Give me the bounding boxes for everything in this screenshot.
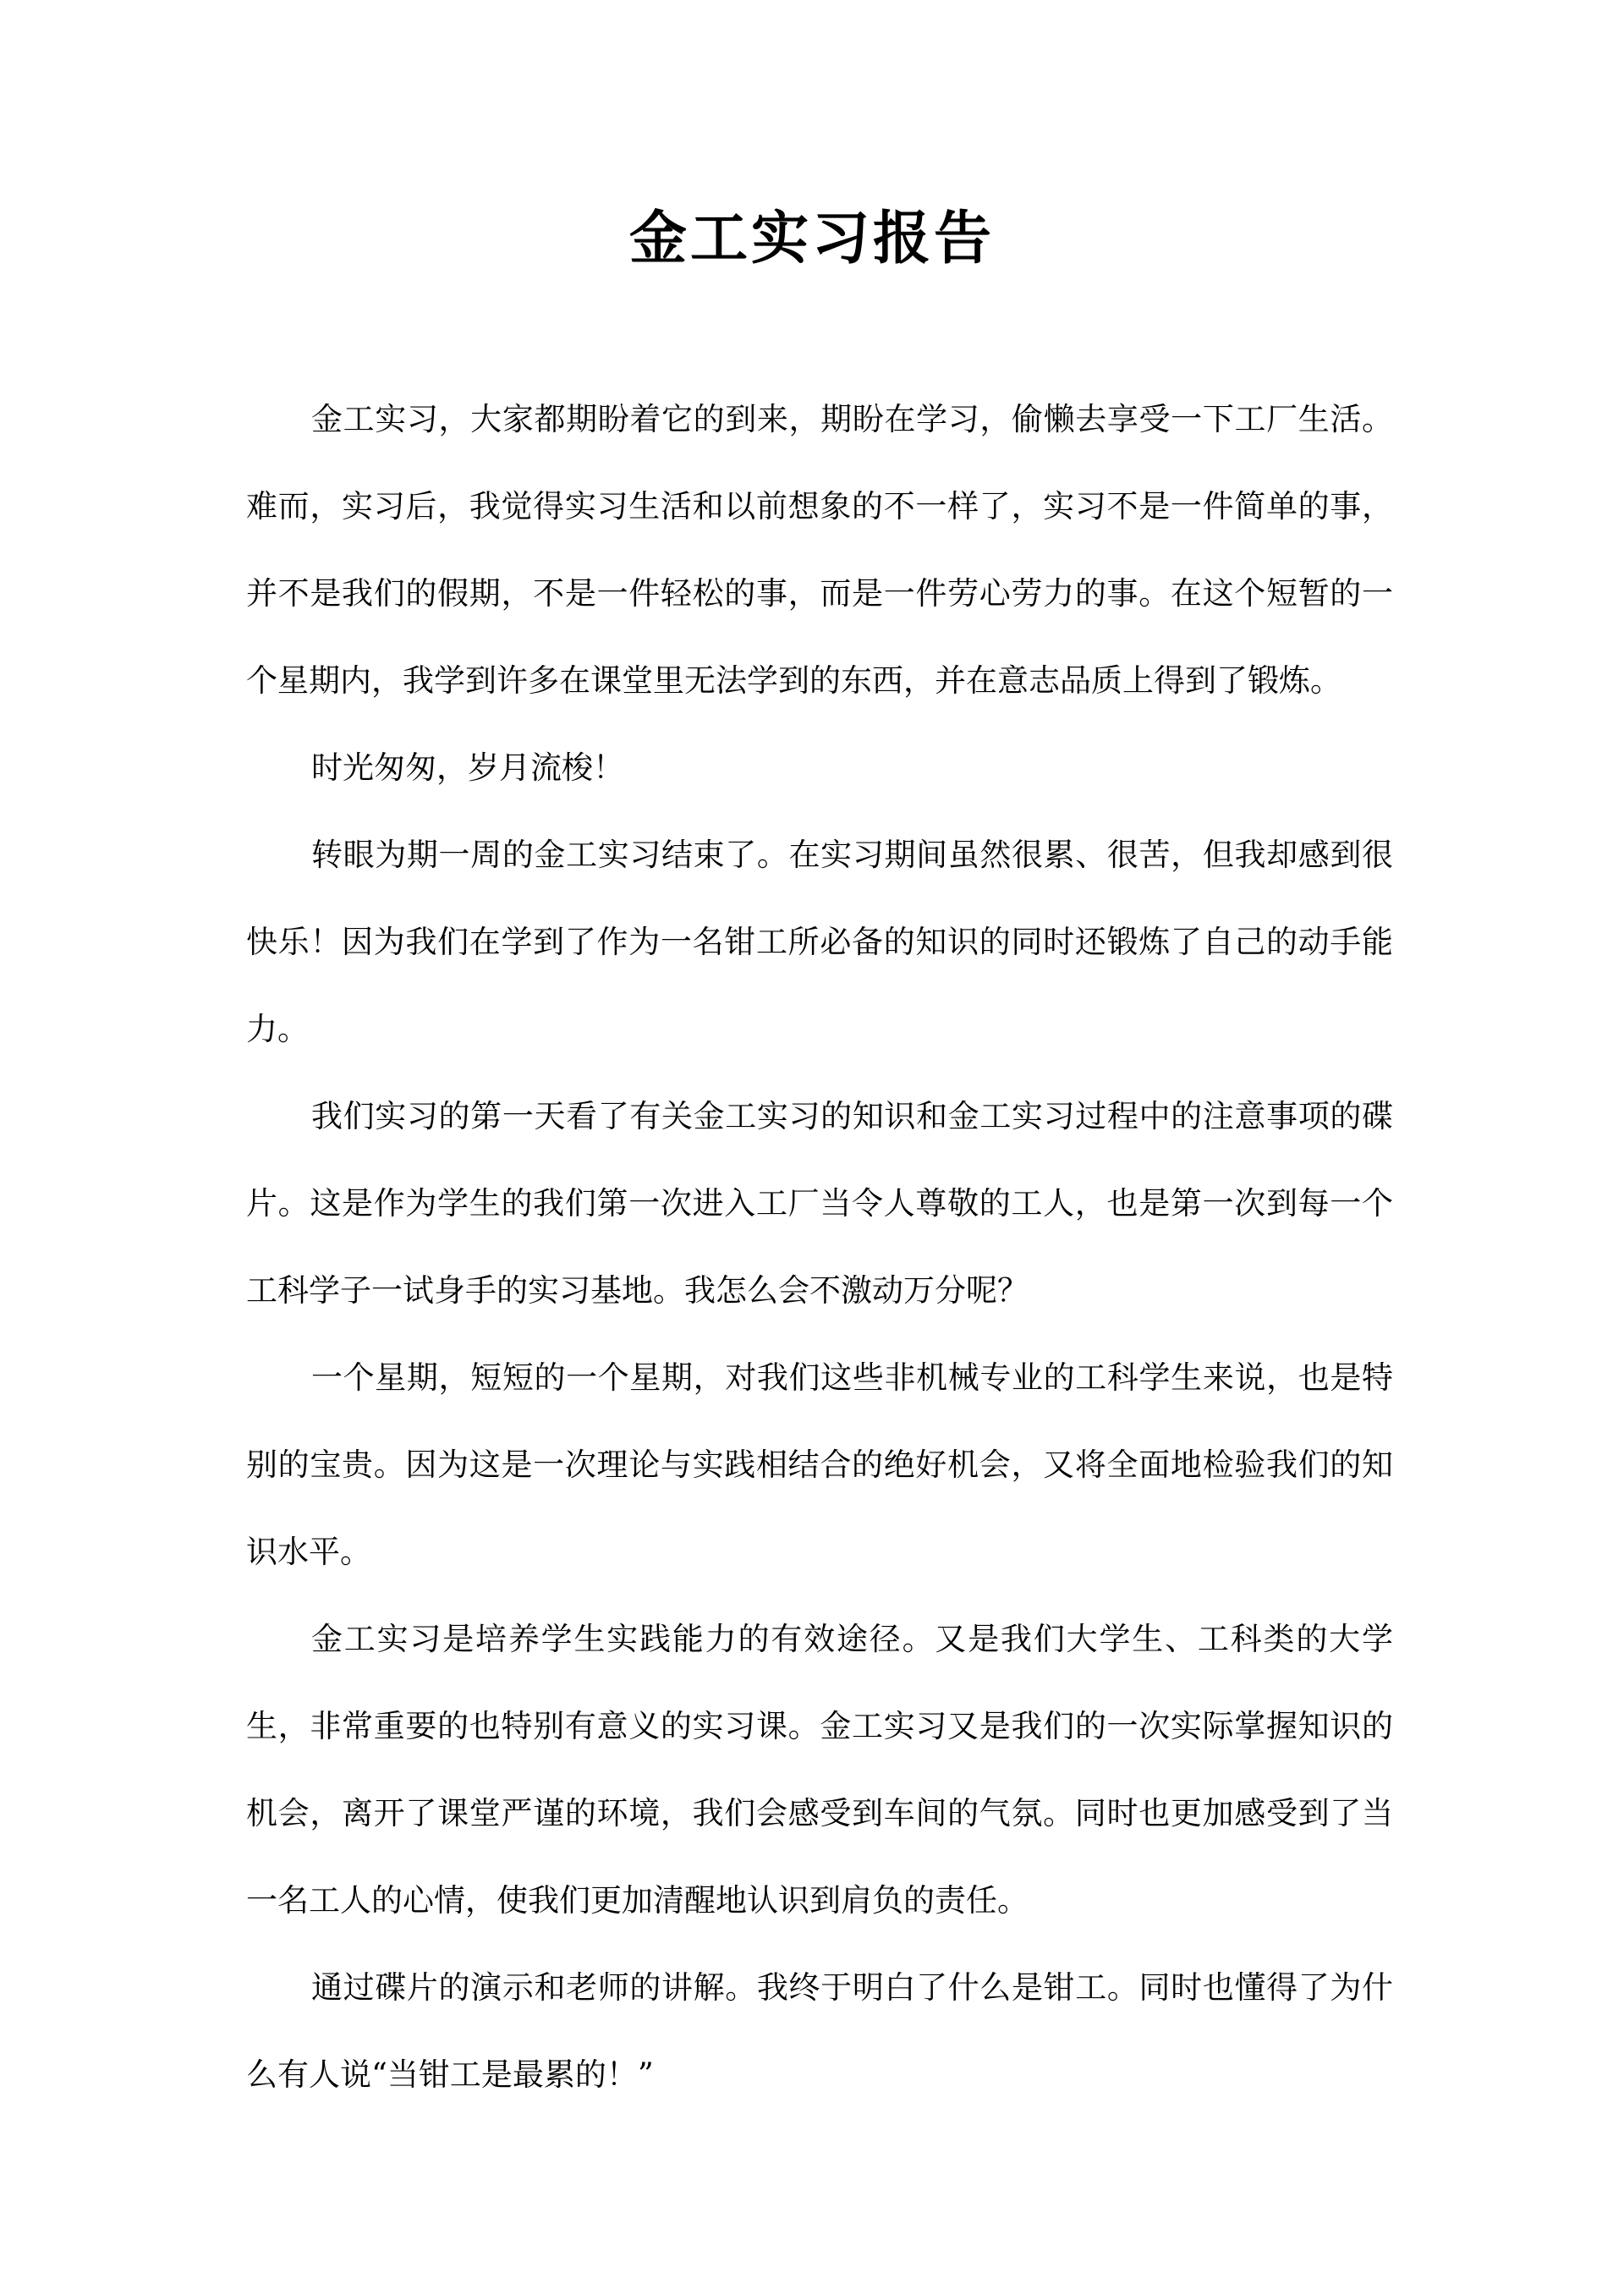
- document-body: [246, 376, 1393, 2118]
- paragraph-5: 一个星期，短短的一个星期，对我们这些非机械专业的工科学生来说，也是特别的宝贵。因为这是一次理论与实践相结合的绝好机会，又将全面地检验我们的知识水平。: [246, 1359, 1393, 1570]
- paragraph-1: 金工实习，大家都期盼着它的到来，期盼在学习，偷懒去享受一下工厂生活。难而，实习后，我觉得实习生活和以前想象的不一样了，实习不是一件简单的事，并不是我们的假期，不是一件轻松的事，而是一件劳心劳力的事。在这个短暂的一个星期内，我学到许多在课堂里无法学到的东西，并在意志品质上得到了锻炼。: [246, 401, 1393, 699]
- paragraph-4: 我们实习的第一天看了有关金工实习的知识和金工实习过程中的注意事项的碟片。这是作为学生的我们第一次进入工厂当令人尊敬的工人，也是第一次到每一个工科学子一试身手的实习基地。我怎么会不激动万分呢？: [246, 1098, 1393, 1309]
- document-title: 金工实习报告: [628, 205, 995, 272]
- paragraph-6: 金工实习是培养学生实践能力的有效途径。又是我们大学生、工科类的大学生，非常重要的也特别有意义的实习课。金工实习又是我们的一次实际掌握知识的机会，离开了课堂严谨的环境，我们会感受到车间的气氛。同时也更加感受到了当一名工人的心情，使我们更加清醒地认识到肩负的责任。: [246, 1621, 1393, 1919]
- paragraph-7: 通过碟片的演示和老师的讲解。我终于明白了什么是钳工。同时也懂得了为什么有人说“当钳工是最累的！”: [246, 1969, 1393, 2093]
- paragraph-2: 时光匆匆，岁月流梭！: [311, 749, 624, 786]
- paragraph-3: 转眼为期一周的金工实习结束了。在实习期间虽然很累、很苦，但我却感到很快乐！因为我们在学到了作为一名钳工所必备的知识的同时还锻炼了自己的动手能力。: [246, 837, 1393, 1047]
